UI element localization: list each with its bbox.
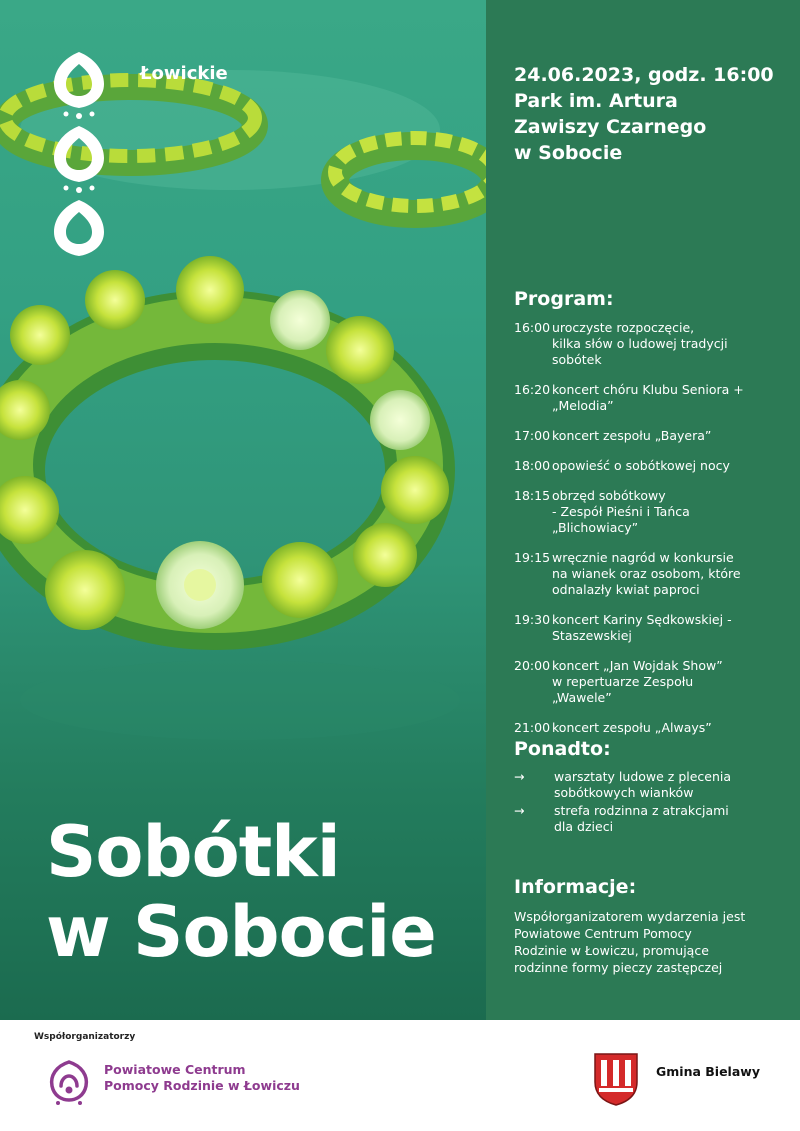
program-desc: opowieść o sobótkowej nocy	[552, 458, 730, 473]
program-list	[514, 320, 794, 750]
gmina-crest-icon	[593, 1052, 639, 1106]
info-line: rodzinne formy pieczy zastępczej	[514, 960, 723, 975]
program-desc: koncert zespołu „Bayera”	[552, 428, 712, 443]
program-item	[514, 612, 794, 644]
info-heading: Informacje:	[514, 876, 637, 898]
info-line: Rodzinie w Łowiczu, promujące	[514, 943, 709, 958]
program-item	[514, 382, 794, 414]
program-desc: - Zespół Pieśni i Tańca	[552, 504, 690, 519]
program-time: 19:30	[514, 612, 551, 627]
program-desc: „Blichowiacy”	[552, 520, 639, 535]
program-desc: „Wawele”	[552, 690, 612, 705]
event-title-line2: w Sobocie	[46, 891, 436, 973]
program-time: 17:00	[514, 428, 551, 443]
pcpr-name-line1: Powiatowe Centrum	[104, 1062, 246, 1077]
arrow-right-icon: →	[514, 803, 525, 818]
pcpr-name	[104, 1062, 300, 1094]
info-panel	[486, 0, 800, 1020]
program-item	[514, 488, 794, 536]
program-item	[514, 720, 794, 736]
program-time: 18:00	[514, 458, 551, 473]
program-desc: odnalazły kwiat paproci	[552, 582, 700, 597]
event-venue-line2: Zawiszy Czarnego	[514, 116, 707, 138]
program-item	[514, 658, 794, 706]
program-time: 20:00	[514, 658, 551, 673]
extra-desc: warsztaty ludowe z plecenia	[554, 769, 732, 784]
program-time: 19:15	[514, 550, 551, 565]
pcpr-logo-icon	[46, 1056, 92, 1106]
program-desc: wręcznie nagród w konkursie	[552, 550, 734, 565]
program-desc: sobótek	[552, 352, 602, 367]
program-desc: kilka słów o ludowej tradycji	[552, 336, 728, 351]
program-time: 18:15	[514, 488, 551, 503]
event-title-line1: Sobótki	[46, 811, 340, 893]
extra-item	[514, 803, 794, 835]
extra-desc: sobótkowych wianków	[554, 785, 694, 800]
event-venue-line1: Park im. Artura	[514, 90, 678, 112]
coorganizers-label: Współorganizatorzy	[34, 1032, 136, 1042]
program-desc: na wianek oraz osobom, które	[552, 566, 741, 581]
program-time: 21:00	[514, 720, 551, 735]
program-desc: koncert chóru Klubu Seniora +	[552, 382, 744, 397]
info-line: Powiatowe Centrum Pomocy	[514, 926, 692, 941]
event-details	[514, 62, 774, 166]
extra-item	[514, 769, 794, 801]
program-desc: koncert zespołu „Always”	[552, 720, 712, 735]
arrow-right-icon: →	[514, 769, 525, 784]
gmina-name: Gmina Bielawy	[656, 1064, 760, 1079]
program-item	[514, 320, 794, 368]
extra-heading: Ponadto:	[514, 738, 611, 760]
info-text	[514, 908, 784, 976]
event-title	[46, 812, 436, 972]
extra-list	[514, 769, 794, 837]
program-heading: Program:	[514, 288, 614, 310]
program-desc: w repertuarze Zespołu	[552, 674, 694, 689]
program-time: 16:20	[514, 382, 551, 397]
program-desc: uroczyste rozpoczęcie,	[552, 320, 695, 335]
extra-desc: strefa rodzinna z atrakcjami	[554, 803, 729, 818]
event-date: 24.06.2023, godz. 16:00	[514, 64, 774, 86]
big-wreath	[0, 256, 449, 630]
lowickie-logo-icon	[46, 44, 112, 264]
event-venue-line3: w Sobocie	[514, 142, 623, 164]
program-desc: obrzęd sobótkowy	[552, 488, 666, 503]
program-item	[514, 428, 794, 444]
program-item	[514, 550, 794, 598]
pcpr-name-line2: Pomocy Rodzinie w Łowiczu	[104, 1078, 300, 1093]
brand-name: Łowickie	[140, 63, 228, 84]
program-item	[514, 458, 794, 474]
program-desc: koncert Kariny Sędkowskiej -	[552, 612, 732, 627]
program-desc: „Melodia”	[552, 398, 614, 413]
info-line: Współorganizatorem wydarzenia jest	[514, 909, 746, 924]
program-time: 16:00	[514, 320, 551, 335]
program-desc: koncert „Jan Wojdak Show”	[552, 658, 723, 673]
program-desc: Staszewskiej	[552, 628, 632, 643]
extra-desc: dla dzieci	[554, 819, 614, 834]
